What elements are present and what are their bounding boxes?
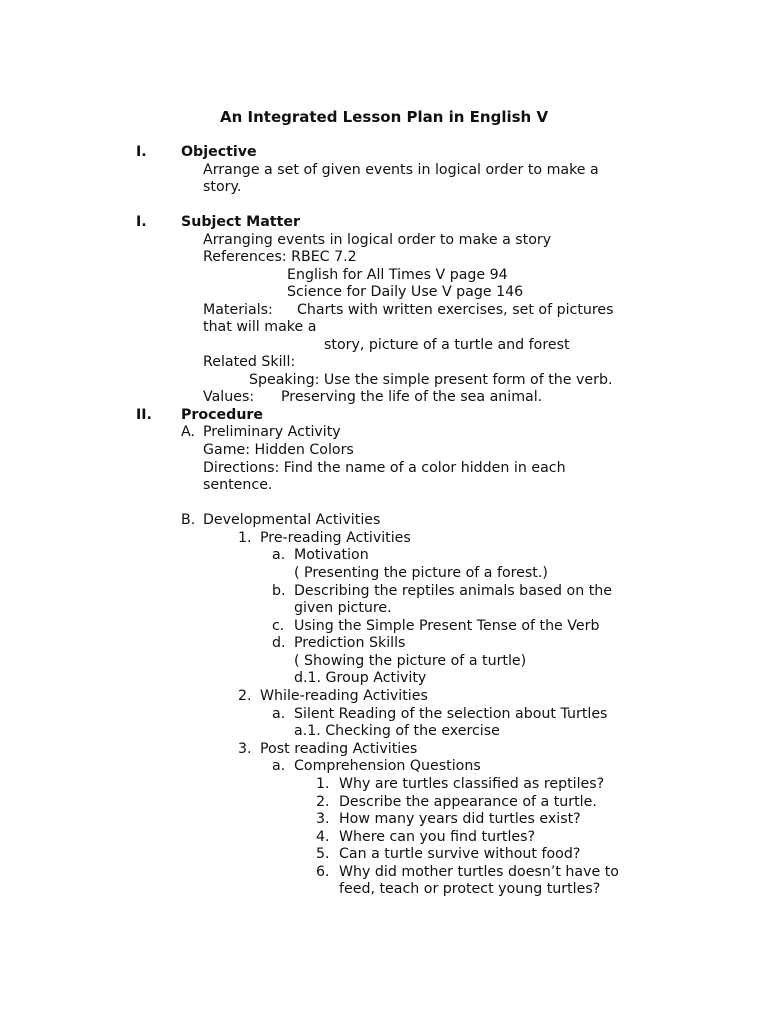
question-marker: 6. <box>316 864 330 880</box>
list-item: Motivation <box>294 547 369 563</box>
list-item: Describing the reptiles animals based on the <box>294 583 612 599</box>
list-item-marker: a. <box>272 758 286 774</box>
reference-item: Science for Daily Use V page 146 <box>287 284 524 300</box>
objective-line: Arrange a set of given events in logical order to make a <box>203 162 599 178</box>
procedure-heading: Procedure <box>181 407 264 423</box>
materials-line: story, picture of a turtle and forest <box>324 337 570 353</box>
list-item: d.1. Group Activity <box>294 670 427 686</box>
values-label: Values: <box>203 389 255 405</box>
related-skill-text: Speaking: Use the simple present form of the verb. <box>249 372 613 388</box>
question-text: Describe the appearance of a turtle. <box>339 794 597 810</box>
values-text: Preserving the life of the sea animal. <box>281 389 543 405</box>
procedure-numeral: II. <box>136 407 152 423</box>
objective-heading: Objective <box>181 144 257 160</box>
objective-numeral: I. <box>136 144 147 160</box>
reference-item: English for All Times V page 94 <box>287 267 508 283</box>
document-title: An Integrated Lesson Plan in English V <box>220 108 549 126</box>
post-reading-marker: 3. <box>238 741 252 757</box>
question-marker: 5. <box>316 846 330 862</box>
list-item-marker: c. <box>272 618 285 634</box>
question-text: feed, teach or protect young turtles? <box>339 881 601 897</box>
developmental-label: Developmental Activities <box>203 512 381 528</box>
question-marker: 3. <box>316 811 330 827</box>
related-skill-label: Related Skill: <box>203 354 296 370</box>
materials-label: Materials: <box>203 302 273 318</box>
list-item: Silent Reading of the selection about Turtles <box>294 706 608 722</box>
list-item: ( Presenting the picture of a forest.) <box>294 565 548 581</box>
pre-reading-label: Pre-reading Activities <box>260 530 411 546</box>
while-reading-label: While-reading Activities <box>260 688 428 704</box>
list-item: given picture. <box>294 600 392 616</box>
subject-heading: Subject Matter <box>181 214 300 230</box>
list-item: Comprehension Questions <box>294 758 481 774</box>
developmental-marker: B. <box>181 512 196 528</box>
list-item-marker: a. <box>272 547 286 563</box>
preliminary-line: Game: Hidden Colors <box>203 442 354 458</box>
list-item: a.1. Checking of the exercise <box>294 723 500 739</box>
list-item: Using the Simple Present Tense of the Verb <box>294 618 600 634</box>
question-text: Where can you find turtles? <box>339 829 536 845</box>
question-text: Can a turtle survive without food? <box>339 846 581 862</box>
question-text: How many years did turtles exist? <box>339 811 581 827</box>
question-marker: 1. <box>316 776 330 792</box>
question-marker: 2. <box>316 794 330 810</box>
materials-line: Charts with written exercises, set of pictures <box>297 302 614 318</box>
pre-reading-marker: 1. <box>238 530 252 546</box>
preliminary-label: Preliminary Activity <box>203 424 341 440</box>
question-marker: 4. <box>316 829 330 845</box>
preliminary-line: Directions: Find the name of a color hidden in each <box>203 460 566 476</box>
list-item-marker: a. <box>272 706 286 722</box>
materials-line: that will make a <box>203 319 317 335</box>
subject-numeral: I. <box>136 214 147 230</box>
list-item-marker: d. <box>272 635 286 651</box>
while-reading-marker: 2. <box>238 688 252 704</box>
post-reading-label: Post reading Activities <box>260 741 418 757</box>
preliminary-line: sentence. <box>203 477 273 493</box>
question-text: Why are turtles classified as reptiles? <box>339 776 605 792</box>
question-text: Why did mother turtles doesn’t have to <box>339 864 619 880</box>
references-label: References: RBEC 7.2 <box>203 249 357 265</box>
list-item-marker: b. <box>272 583 286 599</box>
objective-line: story. <box>203 179 242 195</box>
list-item: ( Showing the picture of a turtle) <box>294 653 527 669</box>
preliminary-marker: A. <box>181 424 195 440</box>
subject-topic: Arranging events in logical order to make a story <box>203 232 552 248</box>
list-item: Prediction Skills <box>294 635 406 651</box>
